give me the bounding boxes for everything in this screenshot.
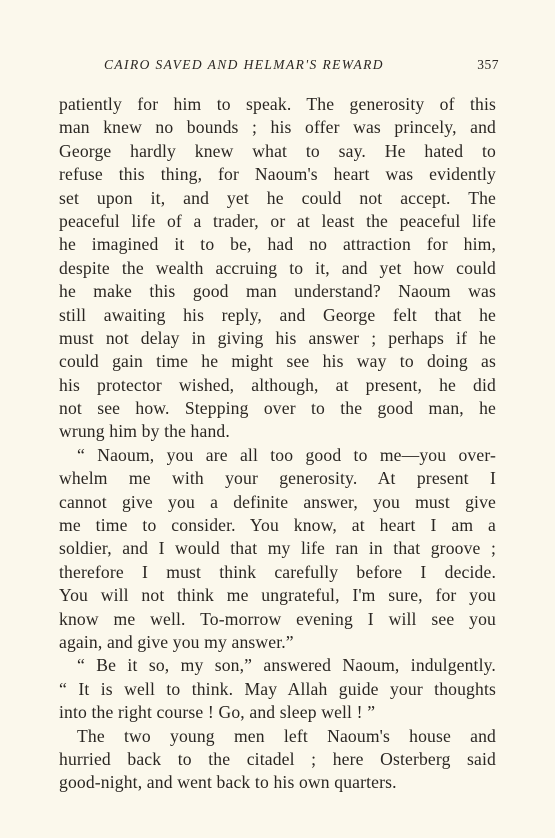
text-line: refuse this thing, for Naoum's heart was evidently: [59, 164, 496, 185]
text-line: despite the wealth accruing to it, and yet how could: [59, 257, 496, 278]
text-line: man knew no bounds ; his offer was princely, and: [59, 117, 496, 138]
text-line: must not delay in giving his answer ; perhaps if he: [59, 327, 496, 348]
page-number: 357: [477, 57, 499, 72]
text-line: his protector wished, although, at present, he did: [59, 374, 496, 395]
text-line: wrung him by the hand.: [59, 421, 230, 442]
text-line: therefore I must think carefully before I decide.: [59, 561, 496, 582]
text-line: “ It is well to think. May Allah guide your thoughts: [59, 678, 496, 699]
text-line: The two young men left Naoum's house and: [77, 725, 496, 746]
text-line: know me well. To-morrow evening I will see you: [59, 608, 496, 629]
text-line: into the right course ! Go, and sleep well ! ”: [59, 702, 376, 723]
text-line: cannot give you a definite answer, you must give: [59, 491, 496, 512]
text-line: good-night, and went back to his own quarters.: [59, 772, 397, 793]
text-line: still awaiting his reply, and George felt that he: [59, 304, 496, 325]
text-line: again, and give you my answer.”: [59, 631, 294, 652]
text-line: soldier, and I would that my life ran in that groove ;: [59, 538, 496, 559]
text-line: hurried back to the citadel ; here Osterberg said: [59, 748, 496, 769]
text-line: not see how. Stepping over to the good man, he: [59, 398, 496, 419]
text-line: “ Be it so, my son,” answered Naoum, indulgently.: [77, 655, 496, 676]
text-line: he make this good man understand? Naoum was: [59, 281, 496, 302]
text-line: he imagined it to be, had no attraction for him,: [59, 234, 496, 255]
text-line: set upon it, and yet he could not accept. The: [59, 187, 496, 208]
text-line: George hardly knew what to say. He hated to: [59, 140, 496, 161]
text-line: peaceful life of a trader, or at least the peaceful life: [59, 210, 496, 231]
text-line: “ Naoum, you are all too good to me—you over-: [77, 444, 496, 465]
text-line: could gain time he might see his way to doing as: [59, 351, 496, 372]
text-line: patiently for him to speak. The generosity of this: [59, 94, 496, 114]
text-line: You will not think me ungrateful, I'm sure, for you: [59, 585, 496, 606]
body-text: [59, 93, 496, 795]
text-line: me time to consider. You know, at heart I am a: [59, 515, 496, 536]
running-header: [104, 57, 499, 77]
text-line: whelm me with your generosity. At present I: [59, 468, 496, 489]
running-title: CAIRO SAVED AND HELMAR'S REWARD: [104, 57, 384, 72]
